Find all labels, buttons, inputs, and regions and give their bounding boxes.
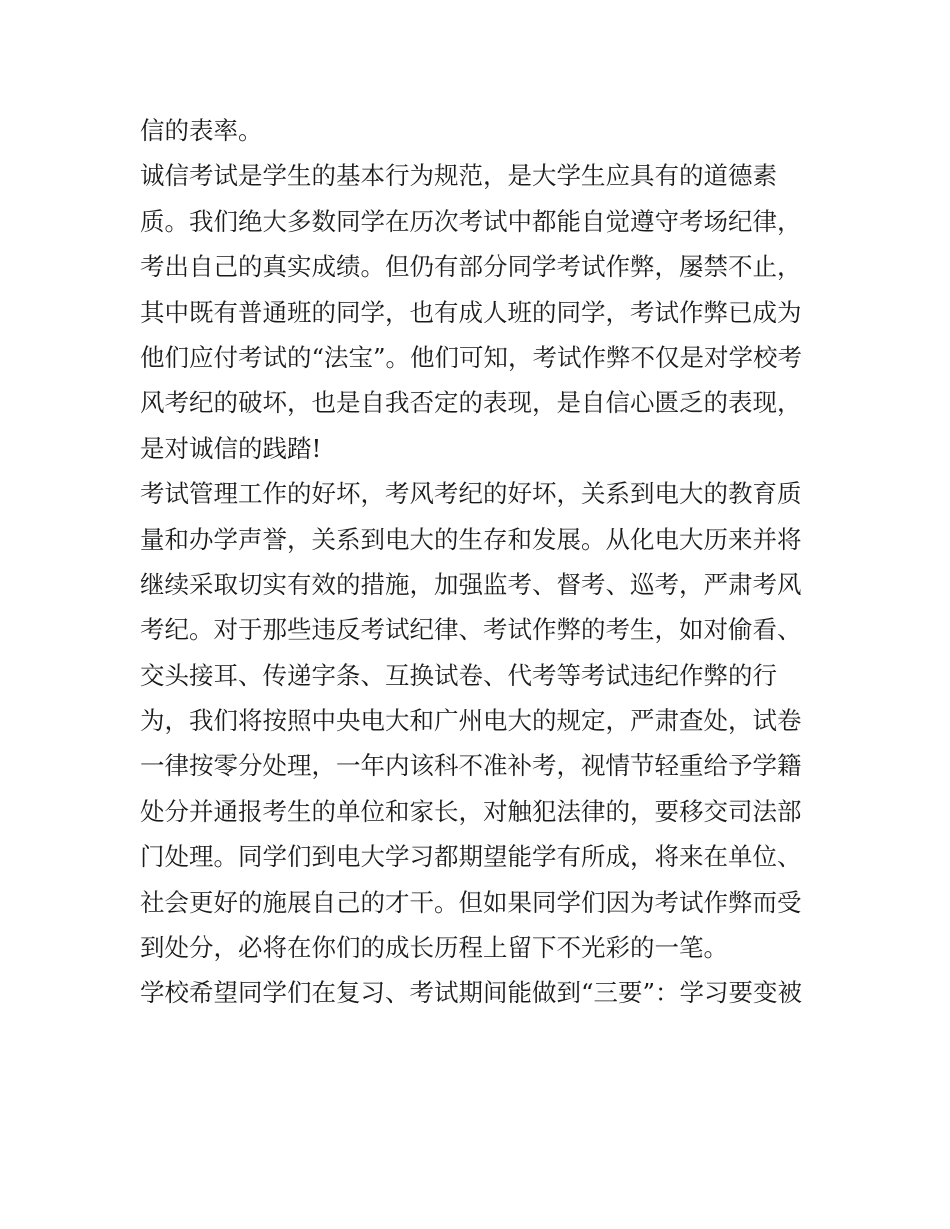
text-line: 一律按零分处理，一年内该科不准补考，视情节轻重给予学籍	[140, 751, 802, 781]
text-line: 他们应付考试的“法宝”。他们可知，考试作弊不仅是对学校考	[140, 342, 803, 372]
text-line: 社会更好的施展自己的才干。但如果同学们因为考试作弊而受	[140, 887, 802, 917]
text-line: 处分并通报考生的单位和家长，对触犯法律的，要移交司法部	[140, 796, 802, 826]
text-line: 交头接耳、传递字条、互换试卷、代考等考试违纪作弊的行	[140, 660, 777, 690]
text-line: 考纪。对于那些违反考试纪律、考试作弊的考生，如对偷看、	[140, 615, 802, 645]
text-line: 继续采取切实有效的措施，加强监考、督考、巡考，严肃考风	[140, 569, 802, 599]
text-line: 其中既有普通班的同学，也有成人班的同学，考试作弊已成为	[140, 297, 802, 327]
text-line: 考出自己的真实成绩。但仍有部分同学考试作弊，屡禁不止，	[140, 252, 802, 282]
text-line: 信的表率。	[140, 116, 263, 145]
text-line: 质。我们绝大多数同学在历次考试中都能自觉遵守考场纪律，	[140, 206, 802, 236]
text-line: 是对诚信的践踏!	[140, 433, 322, 463]
document-body-text	[140, 108, 820, 1016]
text-line: 诚信考试是学生的基本行为规范，是大学生应具有的道德素	[140, 161, 777, 191]
text-line: 量和办学声誉，关系到电大的生存和发展。从化电大历来并将	[140, 524, 802, 554]
text-line: 门处理。同学们到电大学习都期望能学有所成，将来在单位、	[140, 842, 802, 872]
text-line: 考试管理工作的好坏，考风考纪的好坏，关系到电大的教育质	[140, 479, 802, 509]
text-line: 风考纪的破坏，也是自我否定的表现，是自信心匮乏的表现，	[140, 388, 802, 418]
text-line: 学校希望同学们在复习、考试期间能做到“三要”：学习要变被	[140, 978, 803, 1008]
text-line: 到处分，必将在你们的成长历程上留下不光彩的一笔。	[140, 933, 728, 963]
text-line: 为，我们将按照中央电大和广州电大的规定，严肃查处，试卷	[140, 706, 802, 736]
